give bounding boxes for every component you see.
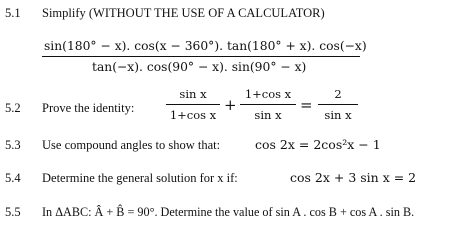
question-5-2-instruction: Prove the identity: bbox=[42, 101, 135, 115]
question-5-1-denominator: tan(−x). cos(90° − x). sin(90° − x) bbox=[92, 60, 307, 74]
fraction-3-denominator: sin x bbox=[324, 108, 352, 122]
question-number-5-1: 5.1 bbox=[5, 6, 21, 20]
question-number-5-3: 5.3 bbox=[5, 138, 21, 152]
question-5-2-fraction-2 bbox=[240, 86, 296, 123]
fraction-2-denominator: sin x bbox=[254, 108, 282, 122]
question-5-3-identity: cos 2x = 2cos²x − 1 bbox=[255, 137, 381, 152]
fraction-bar bbox=[318, 104, 358, 105]
question-5-1-numerator: sin(180° − x). cos(x − 360°). tan(180° + x). cos(−x) bbox=[44, 39, 367, 53]
fraction-bar bbox=[240, 104, 296, 105]
plus-sign: + bbox=[224, 96, 237, 114]
question-number-5-2: 5.2 bbox=[5, 101, 21, 115]
question-5-2-fraction-3 bbox=[318, 86, 358, 123]
fraction-bar bbox=[166, 104, 220, 105]
question-5-1-instruction: Simplify (WITHOUT THE USE OF A CALCULATOR) bbox=[42, 6, 325, 20]
question-number-5-4: 5.4 bbox=[5, 171, 21, 185]
fraction-1-numerator: sin x bbox=[179, 87, 207, 101]
fraction-bar bbox=[42, 56, 360, 57]
question-number-5-5: 5.5 bbox=[5, 205, 21, 219]
question-5-2-fraction-1 bbox=[166, 86, 220, 123]
question-5-4-instruction: Determine the general solution for x if: bbox=[42, 171, 238, 185]
equals-sign: = bbox=[300, 96, 313, 114]
fraction-3-numerator: 2 bbox=[334, 87, 342, 101]
question-5-5-text: In ΔABC: Â + B̂ = 90°. Determine the value of sin A . cos B + cos A . sin B. bbox=[42, 205, 415, 219]
question-5-4-equation: cos 2x + 3 sin x = 2 bbox=[290, 170, 417, 185]
fraction-2-numerator: 1+cos x bbox=[244, 87, 292, 101]
question-5-3-instruction: Use compound angles to show that: bbox=[42, 138, 221, 152]
question-5-1-fraction bbox=[42, 36, 367, 76]
fraction-1-denominator: 1+cos x bbox=[169, 108, 217, 122]
